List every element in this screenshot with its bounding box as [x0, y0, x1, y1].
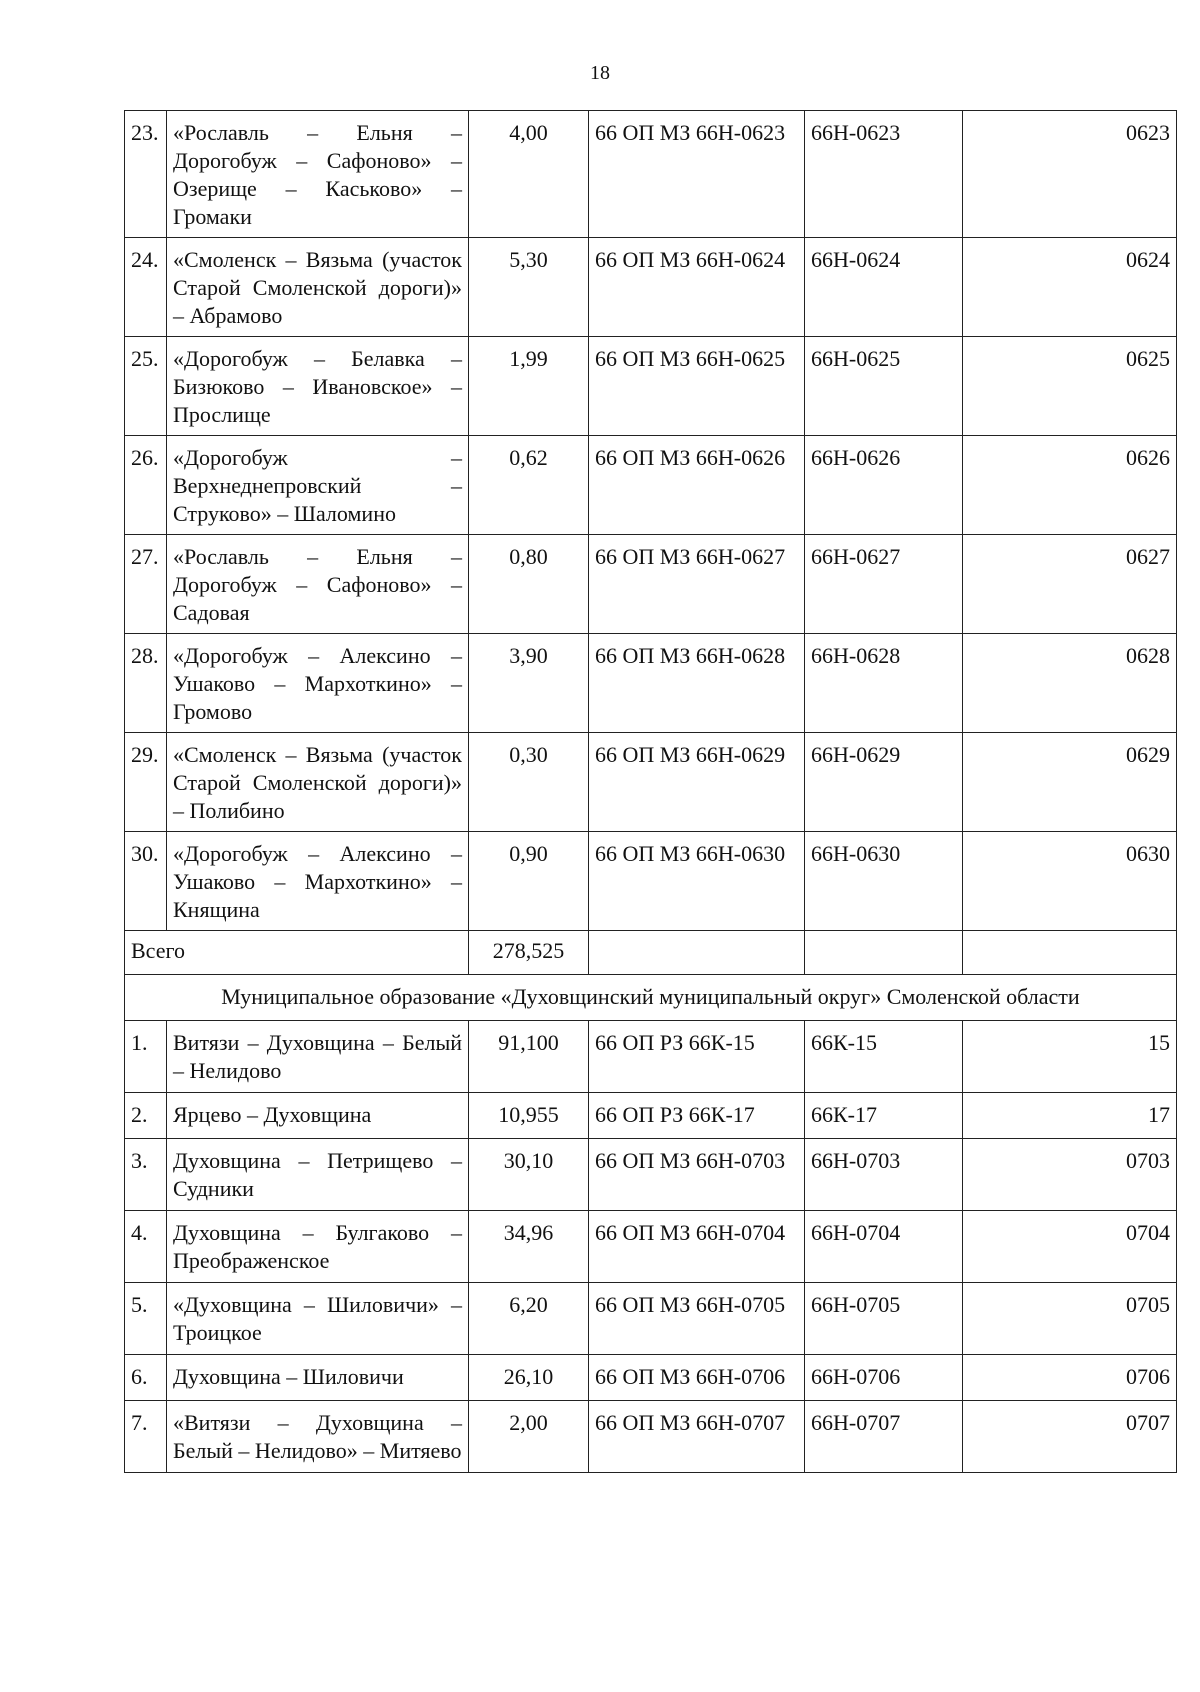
table-row: [125, 733, 1177, 832]
road-code: 0630: [963, 832, 1177, 931]
road-identifier: 66 ОП МЗ 66Н-0625: [589, 337, 805, 436]
road-identifier: 66 ОП РЗ 66К-15: [589, 1021, 805, 1093]
road-registry-number: 66К-17: [805, 1093, 963, 1139]
road-code: 0706: [963, 1355, 1177, 1401]
road-registry-number: 66Н-0623: [805, 111, 963, 238]
road-code: 0623: [963, 111, 1177, 238]
table-row: [125, 1021, 1177, 1093]
road-length: 1,99: [469, 337, 589, 436]
road-code: 0628: [963, 634, 1177, 733]
road-name: «Смоленск – Вязьма (участок Старой Смоленской дороги)» – Абрамово: [167, 238, 469, 337]
road-identifier: 66 ОП МЗ 66Н-0626: [589, 436, 805, 535]
road-name: «Рославль – Ельня – Дорогобуж – Сафоново» – Озерище – Каськово» – Громаки: [167, 111, 469, 238]
row-number: 26.: [125, 436, 167, 535]
roads-table: [124, 110, 1177, 1473]
row-number: 7.: [125, 1401, 167, 1473]
road-identifier: 66 ОП МЗ 66Н-0705: [589, 1283, 805, 1355]
road-identifier: 66 ОП МЗ 66Н-0707: [589, 1401, 805, 1473]
row-number: 24.: [125, 238, 167, 337]
road-registry-number: 66Н-0630: [805, 832, 963, 931]
road-length: 0,30: [469, 733, 589, 832]
road-registry-number: 66Н-0629: [805, 733, 963, 832]
road-code: 0626: [963, 436, 1177, 535]
road-registry-number: 66Н-0627: [805, 535, 963, 634]
roads-table-body: [125, 111, 1177, 1473]
road-identifier: 66 ОП РЗ 66К-17: [589, 1093, 805, 1139]
table-row: [125, 1283, 1177, 1355]
table-row: [125, 337, 1177, 436]
road-identifier: 66 ОП МЗ 66Н-0703: [589, 1139, 805, 1211]
road-registry-number: 66Н-0626: [805, 436, 963, 535]
road-name: Ярцево – Духовщина: [167, 1093, 469, 1139]
road-identifier: 66 ОП МЗ 66Н-0623: [589, 111, 805, 238]
page-number: 18: [590, 62, 610, 84]
table-row: [125, 1139, 1177, 1211]
road-name: «Витязи – Духовщина – Белый – Нелидово» – Митяево: [167, 1401, 469, 1473]
road-length: 6,20: [469, 1283, 589, 1355]
road-identifier: 66 ОП МЗ 66Н-0624: [589, 238, 805, 337]
table-row: [125, 535, 1177, 634]
road-length: 4,00: [469, 111, 589, 238]
road-name: «Смоленск – Вязьма (участок Старой Смоленской дороги)» – Полибино: [167, 733, 469, 832]
road-name: «Дорогобуж – Белавка – Бизюково – Ивановское» – Прослище: [167, 337, 469, 436]
total-label: Всего: [125, 931, 469, 975]
road-length: 30,10: [469, 1139, 589, 1211]
road-registry-number: 66К-15: [805, 1021, 963, 1093]
road-registry-number: 66Н-0624: [805, 238, 963, 337]
section-title: Муниципальное образование «Духовщинский муниципальный округ» Смоленской области: [125, 975, 1177, 1021]
road-registry-number: 66Н-0705: [805, 1283, 963, 1355]
road-registry-number: 66Н-0707: [805, 1401, 963, 1473]
road-code: 17: [963, 1093, 1177, 1139]
road-code: 0707: [963, 1401, 1177, 1473]
road-name: Духовщина – Шиловичи: [167, 1355, 469, 1401]
row-number: 28.: [125, 634, 167, 733]
road-length: 2,00: [469, 1401, 589, 1473]
row-number: 25.: [125, 337, 167, 436]
road-name: Витязи – Духовщина – Белый – Нелидово: [167, 1021, 469, 1093]
road-identifier: 66 ОП МЗ 66Н-0704: [589, 1211, 805, 1283]
section-heading-row: [125, 975, 1177, 1021]
table-row: [125, 832, 1177, 931]
row-number: 6.: [125, 1355, 167, 1401]
road-identifier: 66 ОП МЗ 66Н-0627: [589, 535, 805, 634]
row-number: 1.: [125, 1021, 167, 1093]
road-identifier: 66 ОП МЗ 66Н-0706: [589, 1355, 805, 1401]
row-number: 27.: [125, 535, 167, 634]
road-length: 0,62: [469, 436, 589, 535]
road-registry-number: 66Н-0703: [805, 1139, 963, 1211]
road-name: «Духовщина – Шиловичи» – Троицкое: [167, 1283, 469, 1355]
road-identifier: 66 ОП МЗ 66Н-0629: [589, 733, 805, 832]
road-code: 0705: [963, 1283, 1177, 1355]
road-code: 0625: [963, 337, 1177, 436]
road-length: 34,96: [469, 1211, 589, 1283]
road-code: 0629: [963, 733, 1177, 832]
road-name: Духовщина – Петрищево – Судники: [167, 1139, 469, 1211]
road-identifier: 66 ОП МЗ 66Н-0630: [589, 832, 805, 931]
road-code: 15: [963, 1021, 1177, 1093]
road-length: 0,90: [469, 832, 589, 931]
row-number: 30.: [125, 832, 167, 931]
table-row: [125, 1093, 1177, 1139]
road-length: 3,90: [469, 634, 589, 733]
empty-cell: [805, 931, 963, 975]
table-row: [125, 111, 1177, 238]
road-code: 0624: [963, 238, 1177, 337]
empty-cell: [963, 931, 1177, 975]
total-row: [125, 931, 1177, 975]
row-number: 2.: [125, 1093, 167, 1139]
row-number: 5.: [125, 1283, 167, 1355]
road-code: 0704: [963, 1211, 1177, 1283]
road-identifier: 66 ОП МЗ 66Н-0628: [589, 634, 805, 733]
road-name: Духовщина – Булгаково – Преображенское: [167, 1211, 469, 1283]
total-value: 278,525: [469, 931, 589, 975]
road-name: «Дорогобуж – Алексино – Ушаково – Мархоткино» – Громово: [167, 634, 469, 733]
road-length: 26,10: [469, 1355, 589, 1401]
road-name: «Рославль – Ельня – Дорогобуж – Сафоново» – Садовая: [167, 535, 469, 634]
road-registry-number: 66Н-0628: [805, 634, 963, 733]
road-code: 0627: [963, 535, 1177, 634]
table-row: [125, 436, 1177, 535]
road-code: 0703: [963, 1139, 1177, 1211]
road-length: 10,955: [469, 1093, 589, 1139]
road-registry-number: 66Н-0706: [805, 1355, 963, 1401]
table-row: [125, 634, 1177, 733]
row-number: 29.: [125, 733, 167, 832]
row-number: 4.: [125, 1211, 167, 1283]
road-registry-number: 66Н-0625: [805, 337, 963, 436]
road-name: «Дорогобуж – Верхнеднепровский – Струково» – Шаломино: [167, 436, 469, 535]
table-row: [125, 1355, 1177, 1401]
road-length: 0,80: [469, 535, 589, 634]
table-row: [125, 1211, 1177, 1283]
empty-cell: [589, 931, 805, 975]
road-name: «Дорогобуж – Алексино – Ушаково – Мархоткино» – Княщина: [167, 832, 469, 931]
road-length: 5,30: [469, 238, 589, 337]
road-length: 91,100: [469, 1021, 589, 1093]
table-row: [125, 1401, 1177, 1473]
row-number: 23.: [125, 111, 167, 238]
road-registry-number: 66Н-0704: [805, 1211, 963, 1283]
row-number: 3.: [125, 1139, 167, 1211]
table-row: [125, 238, 1177, 337]
